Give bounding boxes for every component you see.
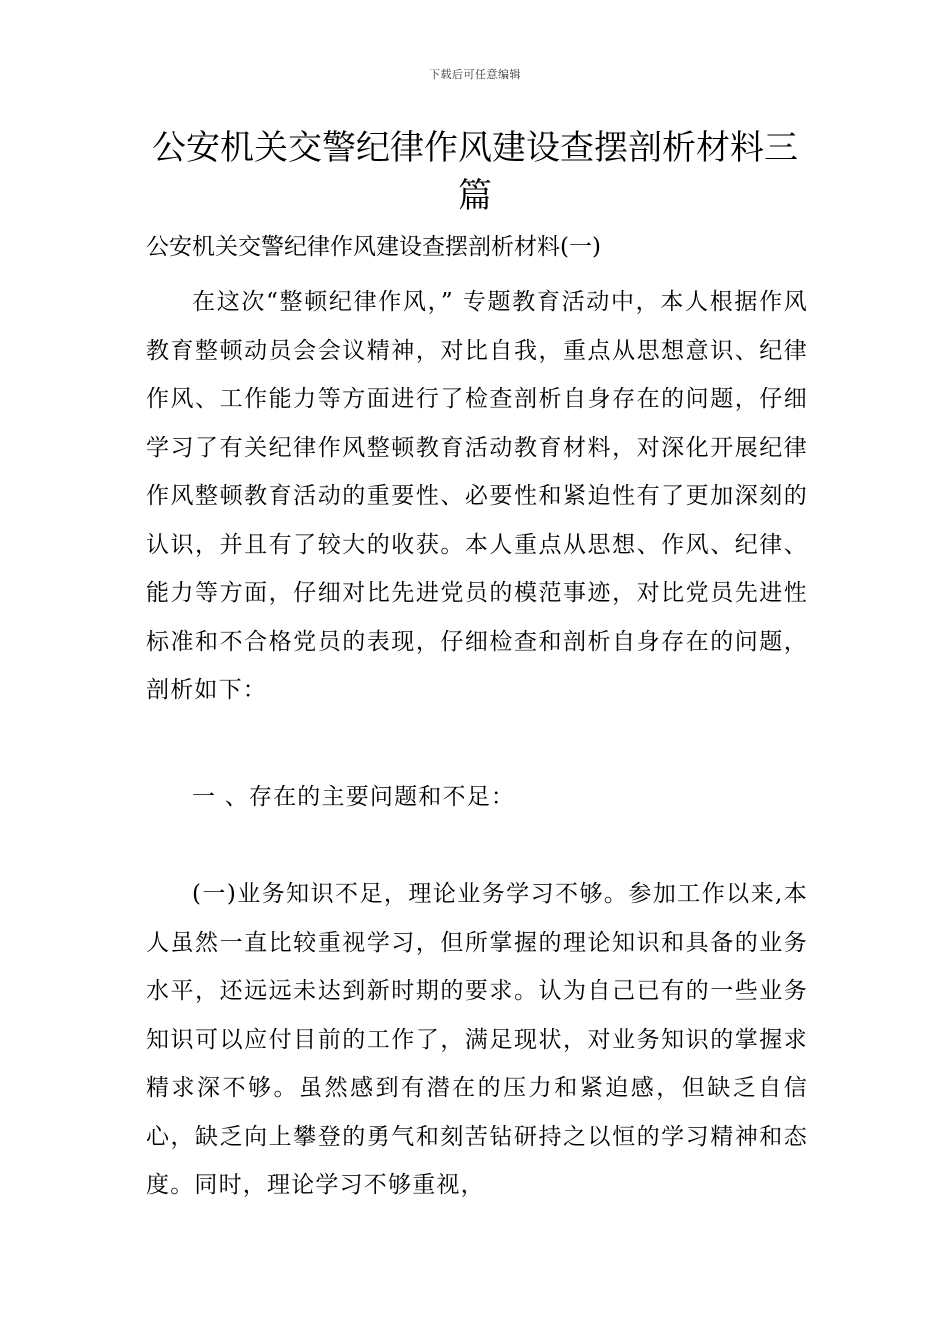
issue-paragraph: (一)业务知识不足，理论业务学习不够。参加工作以来,本人虽然一直比较重视学习，但所掌握的理论知识和具备的业务水平，还远远未达到新时期的要求。认为自己已有的一些业务知识可以应付目前的工作了，满足现状，对业务知识的掌握求精求深不够。虽然感到有潜在的压力和紧迫感，但缺乏自信心，缺乏向上攀登的勇气和刻苦钻研持之以恒的学习精神和态度。同时，理论学习不够重视， [146,881,808,1198]
intro-paragraph: 在这次“整顿纪律作风，” 专题教育活动中，本人根据作风教育整顿动员会会议精神，对比自我，重点从思想意识、纪律作风、工作能力等方面进行了检查剖析自身存在的问题，仔细学习了有关纪律作风整顿教育活动教育材料，对深化开展纪律作风整顿教育活动的重要性、必要性和紧迫性有了更加深刻的认识，并且有了较大的收获。本人重点从思想、作风、纪律、能力等方面，仔细对比先进党员的模范事迹，对比党员先进性标准和不合格党员的表现，仔细检查和剖析自身存在的问题，剖析如下： [146,289,808,703]
document-subtitle: 公安机关交警纪律作风建设查摆剖析材料(一) [146,234,601,260]
section-heading: 一 、存在的主要问题和不足： [192,784,516,810]
document-title: 公安机关交警纪律作风建设查摆剖析材料三篇 [152,128,798,216]
header-note: 下载后可任意编辑 [429,68,521,81]
